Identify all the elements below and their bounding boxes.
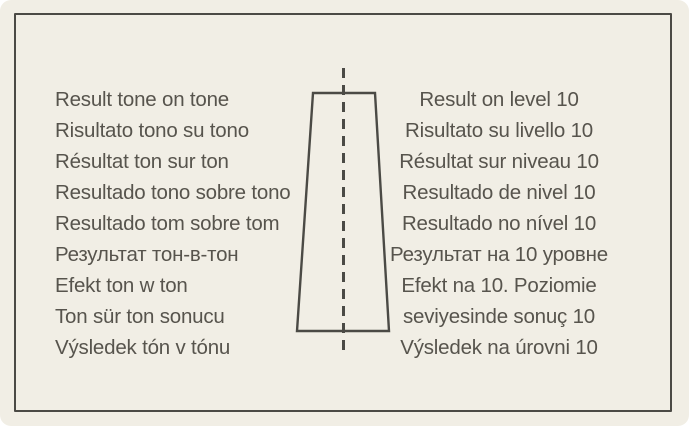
translation-line-italian: Risultato tono su tono <box>55 119 249 142</box>
translation-line-turkish: Ton sür ton sonucu <box>55 305 225 328</box>
translation-line-french: Résultat ton sur ton <box>55 150 229 173</box>
translation-line-italian: Risultato su livello 10 <box>405 119 593 142</box>
translation-line-portuguese: Resultado no nível 10 <box>401 212 597 235</box>
translation-line-spanish: Resultado de nivel 10 <box>402 181 596 204</box>
translation-line-english: Result tone on tone <box>55 88 229 111</box>
tone-on-tone-column <box>55 84 290 363</box>
translation-line-french: Résultat sur niveau 10 <box>399 150 599 173</box>
translation-line-polish: Efekt ton w ton <box>55 274 188 297</box>
translation-line-czech: Výsledek tón v tónu <box>55 336 231 359</box>
translation-line-russian: Результат на 10 уровне <box>390 243 608 266</box>
translation-line-russian: Результат тон-в-тон <box>55 243 239 266</box>
translation-line-czech: Výsledek na úrovni 10 <box>400 336 598 359</box>
translation-line-spanish: Resultado tono sobre tono <box>55 181 291 204</box>
translation-line-polish: Efekt na 10. Poziomie <box>401 274 597 297</box>
translation-line-english: Result on level 10 <box>419 88 579 111</box>
translation-line-portuguese: Resultado tom sobre tom <box>55 212 280 235</box>
translation-line-turkish: seviyesinde sonuç 10 <box>402 305 595 328</box>
level-10-column <box>384 84 614 363</box>
